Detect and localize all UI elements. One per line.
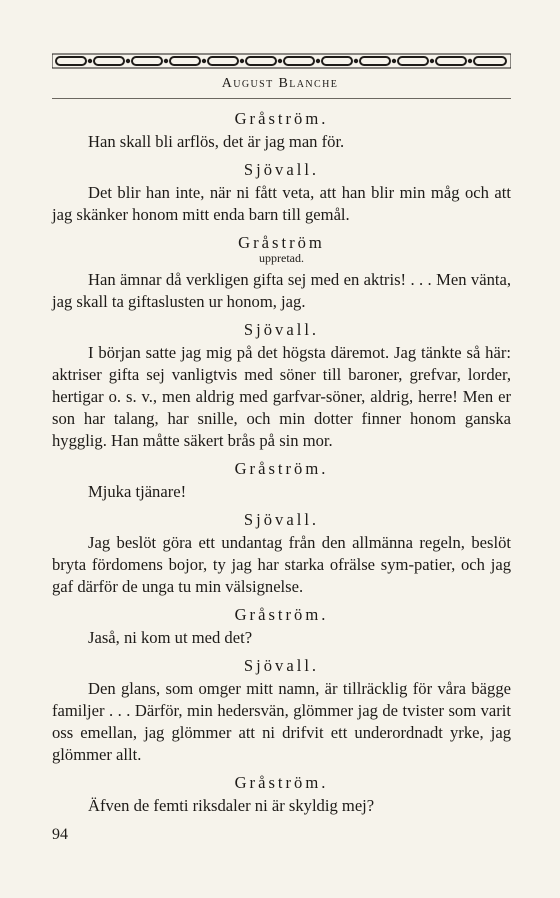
speech-line: och att jag skänker honom mitt enda barn till gemål. [52,183,511,224]
speaker-name: Gråström. [234,109,329,128]
speech-line: Jag beslöt göra ett undantag från den allmänna regeln, [88,533,465,552]
speaker-name: Gråström. [234,773,329,792]
speaker-name: Sjövall. [243,510,320,529]
speech [52,795,511,817]
speech [52,481,511,503]
speech-line: Mjuka tjänare! [88,482,187,501]
speech [52,627,511,649]
header-rule [52,98,511,99]
running-head: August Blanche [221,76,339,91]
ornamental-chain-border [52,53,511,69]
speaker-name: Sjövall. [243,320,320,339]
speaker-name: Gråström. [234,459,329,478]
speech [52,131,511,153]
speech-line: så här: aktriser gifta sej vanligtvis med söner till baroner, [52,343,511,384]
speech-line: Han skall bli arflös, det är jag man för. [88,132,345,151]
dialogue-text [52,106,511,821]
speech-line: beslöt bryta fördomens bojor, ty jag har starka ofrälse sym- [52,533,511,574]
speech-line: söner, aldrig, herre! Men er son har talang, har snille, och [52,387,511,428]
speech [52,678,511,766]
speaker-name: Sjövall. [243,656,320,675]
speech-line: grefvar, lorder, hertigar o. s. v., men aldrig med garfvar- [52,365,511,406]
page-number: 94 [52,826,68,843]
speech-line: Äfven de femti riksdaler ni är skyldig mej? [88,796,375,815]
speech-line: bägge familjer . . . Därför, min hedersvän, glömmer jag de [52,679,511,720]
speech-line: Han ämnar då verkligen gifta sej med en aktris! . . . [88,270,432,289]
speech [52,532,511,598]
speech-line: min dotter finner honom ganska hygglig. Han måtte säkert [52,409,511,450]
speech [52,342,511,452]
speech-line: patier, och jag gaf därför de unga tu min välsignelse. [52,555,511,596]
speech-line: underordnadt yrke, jag glömmer allt. [52,723,511,764]
speaker-name: Sjövall. [243,160,320,179]
speech-line: Den glans, som omger mitt namn, är tillräcklig för våra [88,679,467,698]
speech-line: Men vänta, jag skall ta giftaslusten ur honom, jag. [52,270,511,311]
speech-line: Det blir han inte, när ni fått veta, att han blir min måg [88,183,460,202]
speaker-name: Gråström. [234,605,329,624]
speech-line: tvister som varit oss emellan, jag glömmer att ni drifvit ett [52,701,511,742]
speaker-name: Gråström [238,233,325,252]
speech [52,269,511,313]
stage-direction: uppretad. [259,251,304,265]
speech-line: brås på sin mor. [227,431,333,450]
speech-line: Jaså, ni kom ut med det? [88,628,253,647]
speech-line: I början satte jag mig på det högsta däremot. Jag tänkte [88,343,462,362]
speech [52,182,511,226]
